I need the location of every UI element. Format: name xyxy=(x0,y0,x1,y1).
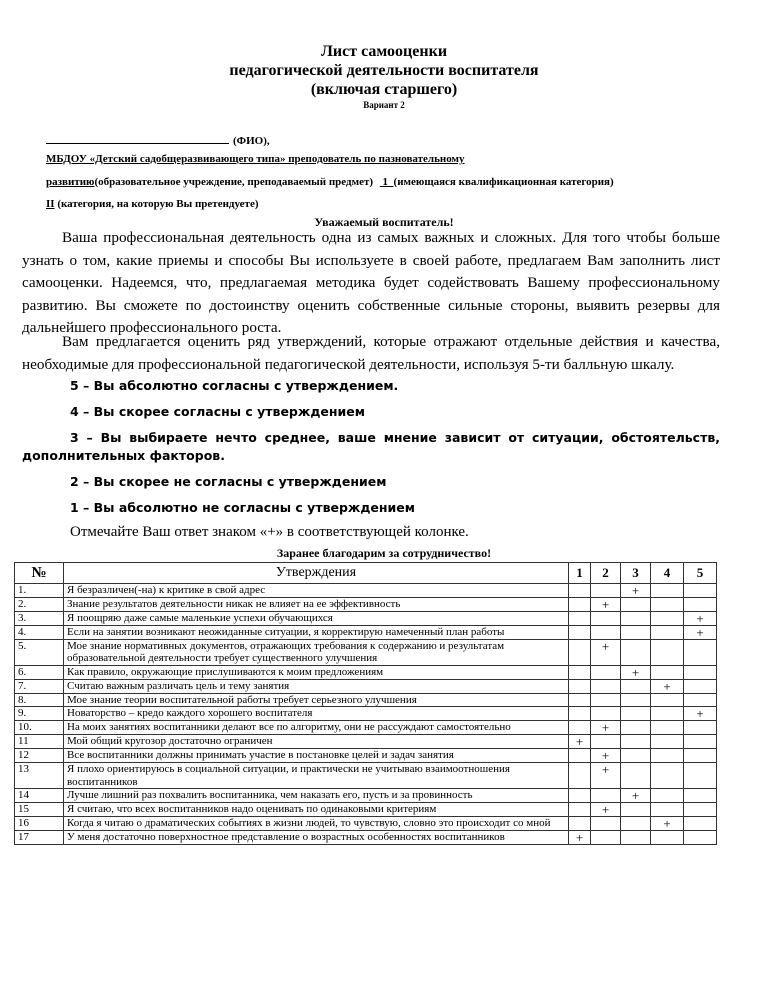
target-category-label: (категория, на которую Вы претендуете) xyxy=(57,198,259,210)
answer-cell-5[interactable] xyxy=(684,735,717,749)
row-number: 10. xyxy=(15,721,64,735)
fio-blank-line xyxy=(46,132,229,144)
row-statement: Я поощряю даже самые маленькие успехи обучающихся xyxy=(64,612,569,626)
self-assessment-table xyxy=(14,562,717,845)
answer-cell-4[interactable] xyxy=(651,626,684,640)
plus-mark: + xyxy=(696,625,704,640)
row-statement: Лучше лишний раз похвалить воспитанника, чем наказать его, пусть и за провинность xyxy=(64,789,569,803)
paragraph-line: узнать о том, какие приемы и способы Вы используете в своей работе, предлагаем Вам заполнить лист xyxy=(22,251,720,269)
table-row xyxy=(15,584,717,598)
target-category-line xyxy=(46,198,259,210)
row-statement: Знание результатов деятельности никак не влияет на ее эффективность xyxy=(64,598,569,612)
answer-cell-2[interactable] xyxy=(591,735,621,749)
answer-cell-4[interactable] xyxy=(651,831,684,845)
answer-cell-3[interactable] xyxy=(621,735,651,749)
answer-cell-5[interactable] xyxy=(684,626,717,640)
org-subject: развитию xyxy=(46,176,95,188)
answer-cell-4[interactable] xyxy=(651,749,684,763)
plus-mark: + xyxy=(601,720,610,736)
answer-cell-2[interactable] xyxy=(591,831,621,845)
row-number: 13 xyxy=(15,763,64,789)
answer-cell-3[interactable] xyxy=(621,749,651,763)
answer-cell-4[interactable] xyxy=(651,763,684,789)
answer-cell-1[interactable] xyxy=(569,789,591,803)
plus-mark: + xyxy=(631,664,640,680)
row-statement: Все воспитанники должны принимать участие в постановке целей и задач занятия xyxy=(64,749,569,763)
table-row xyxy=(15,665,717,679)
answer-cell-1[interactable] xyxy=(569,817,591,831)
answer-cell-4[interactable] xyxy=(651,803,684,817)
answer-cell-3[interactable] xyxy=(621,763,651,789)
row-statement: Я безразличен(-на) к критике в свой адрес xyxy=(64,584,569,598)
answer-cell-1[interactable] xyxy=(569,612,591,626)
col-1-header: 1 xyxy=(569,563,591,584)
intro-paragraph-2 xyxy=(22,331,720,376)
title-line-1: Лист самооценки xyxy=(320,43,448,60)
answer-cell-1[interactable] xyxy=(569,679,591,693)
plus-mark: + xyxy=(601,762,610,778)
answer-cell-3[interactable] xyxy=(621,721,651,735)
answer-cell-2[interactable] xyxy=(591,749,621,763)
row-number: 2. xyxy=(15,598,64,612)
row-number: 1. xyxy=(15,584,64,598)
answer-cell-4[interactable] xyxy=(651,598,684,612)
plus-mark: + xyxy=(601,748,610,764)
answer-cell-4[interactable] xyxy=(651,735,684,749)
row-number: 15 xyxy=(15,803,64,817)
answer-cell-3[interactable] xyxy=(621,679,651,693)
plus-mark: + xyxy=(663,816,671,832)
col-5-header: 5 xyxy=(684,563,717,584)
row-number: 7. xyxy=(15,679,64,693)
answer-cell-2[interactable] xyxy=(591,612,621,626)
answer-cell-5[interactable] xyxy=(684,693,717,706)
title-line-2: педагогической деятельности воспитателя xyxy=(229,62,539,79)
answer-cell-5[interactable] xyxy=(684,763,717,789)
table-row xyxy=(15,803,717,817)
plus-mark: + xyxy=(696,706,704,722)
plus-mark: + xyxy=(601,597,610,612)
table-row xyxy=(15,817,717,831)
answer-cell-2[interactable] xyxy=(591,789,621,803)
org-line-1: МБДОУ «Детский садобщеразвивающего типа» преподователь по пазновательному xyxy=(46,153,465,165)
table-row xyxy=(15,735,717,749)
scale-1: 1 – Вы абсолютно не согласны с утверждением xyxy=(70,500,416,515)
answer-cell-1[interactable] xyxy=(569,693,591,706)
answer-cell-5[interactable] xyxy=(684,749,717,763)
answer-cell-1[interactable] xyxy=(569,584,591,598)
answer-cell-3[interactable] xyxy=(621,803,651,817)
mark-instruction: Отмечайте Ваш ответ знаком «+» в соответствующей колонке. xyxy=(70,524,469,540)
table-row xyxy=(15,721,717,735)
title-line-3: (включая старшего) xyxy=(310,81,458,98)
answer-cell-3[interactable] xyxy=(621,817,651,831)
answer-cell-5[interactable] xyxy=(684,817,717,831)
row-number: 6. xyxy=(15,665,64,679)
plus-mark: + xyxy=(575,830,584,846)
answer-cell-2[interactable] xyxy=(591,707,621,721)
answer-cell-4[interactable] xyxy=(651,789,684,803)
col-4-header: 4 xyxy=(651,563,684,584)
answer-cell-1[interactable] xyxy=(569,707,591,721)
answer-cell-2[interactable] xyxy=(591,584,621,598)
answer-cell-2[interactable] xyxy=(591,598,621,612)
table-row xyxy=(15,626,717,640)
answer-cell-4[interactable] xyxy=(651,817,684,831)
intro-paragraph-1 xyxy=(22,227,720,340)
col-2-header: 2 xyxy=(591,563,621,584)
answer-cell-5[interactable] xyxy=(684,721,717,735)
answer-cell-1[interactable] xyxy=(569,763,591,789)
plus-mark: + xyxy=(601,639,610,654)
row-statement: У меня достаточно поверхностное представление о возрастных особенностях воспитанников xyxy=(64,831,569,845)
greeting: Уважаемый воспитатель! xyxy=(314,215,454,229)
answer-cell-4[interactable] xyxy=(651,721,684,735)
row-number: 8. xyxy=(15,693,64,706)
scale-4: 4 – Вы скорее согласны с утверждением xyxy=(70,404,365,419)
answer-cell-3[interactable] xyxy=(621,789,651,803)
answer-cell-4[interactable] xyxy=(651,612,684,626)
row-statement: Я плохо ориентируюсь в социальной ситуации, и практически не учитываю взаимоотношения воспитанников xyxy=(64,763,569,789)
answer-cell-5[interactable] xyxy=(684,831,717,845)
answer-cell-4[interactable] xyxy=(651,584,684,598)
target-category-value: II xyxy=(46,198,55,210)
paragraph-line: дальнейшего профессионального роста. xyxy=(22,319,282,336)
table-row xyxy=(15,679,717,693)
answer-cell-3[interactable] xyxy=(621,626,651,640)
row-statement: Когда я читаю о драматических событиях в жизни людей, то чувствую, словно это происходит со мной xyxy=(64,817,569,831)
plus-mark: + xyxy=(631,788,640,804)
answer-cell-5[interactable] xyxy=(684,612,717,626)
answer-cell-4[interactable] xyxy=(651,707,684,721)
org-line-2 xyxy=(46,176,614,188)
table-row xyxy=(15,707,717,721)
row-number: 16 xyxy=(15,817,64,831)
answer-cell-5[interactable] xyxy=(684,789,717,803)
answer-cell-3[interactable] xyxy=(621,831,651,845)
answer-cell-1[interactable] xyxy=(569,626,591,640)
answer-cell-5[interactable] xyxy=(684,679,717,693)
plus-mark: + xyxy=(575,734,584,750)
answer-cell-3[interactable] xyxy=(621,707,651,721)
table-header-row xyxy=(15,563,717,584)
scale-3-line-2: дополнительных факторов. xyxy=(22,448,225,463)
table-row xyxy=(15,749,717,763)
answer-cell-1[interactable] xyxy=(569,749,591,763)
row-statement: Я считаю, что всех воспитанников надо оценивать по одинаковыми критериям xyxy=(64,803,569,817)
answer-cell-2[interactable] xyxy=(591,665,621,679)
row-number: 12 xyxy=(15,749,64,763)
answer-cell-1[interactable] xyxy=(569,721,591,735)
answer-cell-2[interactable] xyxy=(591,679,621,693)
row-statement: На моих занятиях воспитанники делают все по алгоритму, они не рассуждают самостоятельно xyxy=(64,721,569,735)
answer-cell-5[interactable] xyxy=(684,803,717,817)
table-row xyxy=(15,831,717,845)
answer-cell-4[interactable] xyxy=(651,640,684,666)
answer-cell-5[interactable] xyxy=(684,707,717,721)
paragraph-line: Вам предлагается оценить ряд утверждений, которые отражают отдельные действия и качества, xyxy=(62,333,720,350)
table-row xyxy=(15,693,717,706)
paragraph-line: Ваша профессиональная деятельность одна из самых важных и сложных. Для того чтобы больше xyxy=(62,229,720,246)
row-number: 14 xyxy=(15,789,64,803)
current-category-value: 1 xyxy=(382,176,389,188)
answer-cell-2[interactable] xyxy=(591,763,621,789)
row-statement: Если на занятии возникают неожиданные ситуации, я корректирую намеченный план работы xyxy=(64,626,569,640)
current-category-label: (имеющаяся квалификационная категория) xyxy=(393,176,614,188)
answer-cell-5[interactable] xyxy=(684,640,717,666)
answer-cell-2[interactable] xyxy=(591,721,621,735)
scale-3-line-1: 3 – Вы выбираете нечто среднее, ваше мнение зависит от ситуации, обстоятельств, xyxy=(70,430,720,445)
row-number: 4. xyxy=(15,626,64,640)
answer-cell-1[interactable] xyxy=(569,598,591,612)
variant-label: Вариант 2 xyxy=(363,100,405,110)
answer-cell-3[interactable] xyxy=(621,640,651,666)
fio-label: (ФИО), xyxy=(233,135,270,147)
answer-cell-2[interactable] xyxy=(591,803,621,817)
plus-mark: + xyxy=(601,802,610,818)
answer-cell-4[interactable] xyxy=(651,693,684,706)
answer-cell-1[interactable] xyxy=(569,831,591,845)
paragraph-line: необходимые для профессиональной педагогической деятельности, используя 5-ти балльную шкалу. xyxy=(22,355,675,373)
plus-mark: + xyxy=(631,583,640,598)
paragraph-line: самооценки. Надеемся, что, предлагаемая методика будет содействовать Вашему профессиональному xyxy=(22,274,720,291)
answer-cell-2[interactable] xyxy=(591,693,621,706)
row-number: 5. xyxy=(15,640,64,666)
answer-cell-1[interactable] xyxy=(569,735,591,749)
row-statement: Как правило, окружающие прислушиваются к моим предложениям xyxy=(64,665,569,679)
table-row xyxy=(15,640,717,666)
table-row xyxy=(15,598,717,612)
answer-cell-2[interactable] xyxy=(591,626,621,640)
answer-cell-2[interactable] xyxy=(591,817,621,831)
row-statement: Мой общий кругозор достаточно ограничен xyxy=(64,735,569,749)
col-3-header: 3 xyxy=(621,563,651,584)
plus-mark: + xyxy=(663,678,671,694)
answer-cell-1[interactable] xyxy=(569,640,591,666)
answer-cell-3[interactable] xyxy=(621,665,651,679)
col-statement-header: Утверждения xyxy=(64,563,569,584)
row-number: 9. xyxy=(15,707,64,721)
row-number: 3. xyxy=(15,612,64,626)
answer-cell-3[interactable] xyxy=(621,584,651,598)
answer-cell-3[interactable] xyxy=(621,612,651,626)
answer-cell-4[interactable] xyxy=(651,665,684,679)
row-statement: Мое знание теории воспитательной работы требует серьезного улучшения xyxy=(64,693,569,706)
row-number: 17 xyxy=(15,831,64,845)
fio-field xyxy=(46,131,270,149)
table-row xyxy=(15,612,717,626)
row-statement: Мое знание нормативных документов, отражающих требования к содержанию и результатам образовательной деятельности требует существенного улучшения xyxy=(64,640,569,666)
org-label: (образовательное учреждение, преподаваемый предмет) xyxy=(94,176,374,188)
plus-mark: + xyxy=(696,611,704,626)
scale-5: 5 – Вы абсолютно согласны с утверждением. xyxy=(70,378,399,393)
paragraph-line: развитию. Вы сможете по достоинству оценить собственные сильные стороны, выявить резервы для xyxy=(22,296,720,314)
table-row xyxy=(15,763,717,789)
row-number: 11 xyxy=(15,735,64,749)
row-statement: Считаю важным различать цель и тему занятия xyxy=(64,679,569,693)
answer-cell-2[interactable] xyxy=(591,640,621,666)
row-statement: Новаторство – кредо каждого хорошего воспитателя xyxy=(64,707,569,721)
answer-cell-3[interactable] xyxy=(621,598,651,612)
thanks-line: Заранее благодарим за сотрудничество! xyxy=(276,546,492,560)
answer-cell-4[interactable] xyxy=(651,679,684,693)
answer-cell-1[interactable] xyxy=(569,665,591,679)
table-row xyxy=(15,789,717,803)
answer-cell-3[interactable] xyxy=(621,693,651,706)
col-number-header: № xyxy=(15,563,64,584)
scale-2: 2 – Вы скорее не согласны с утверждением xyxy=(70,474,387,489)
answer-cell-5[interactable] xyxy=(684,584,717,598)
answer-cell-5[interactable] xyxy=(684,598,717,612)
answer-cell-5[interactable] xyxy=(684,665,717,679)
answer-cell-1[interactable] xyxy=(569,803,591,817)
